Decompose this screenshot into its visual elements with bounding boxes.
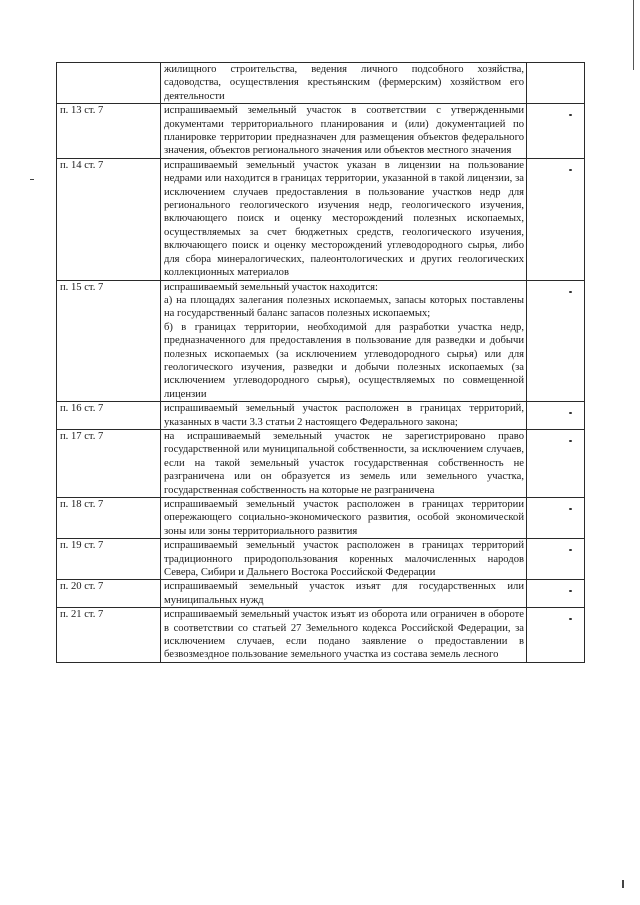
mark-cell	[527, 158, 585, 280]
pen-tick-mark	[569, 618, 572, 620]
table-row	[57, 608, 585, 663]
clause-paragraph: испрашиваемый земельный участок расположен в границах территорий, указанных в части 3.3 статьи 2 настоящего Федерального закона;	[164, 403, 524, 428]
clause-paragraph: испрашиваемый земельный участок указан в лицензии на пользование недрами или находится в границах территории, указанной в такой лицензии, за исключением случаев предоставления в пользование участков недр для регионального геологического изучения недр, геологического изучения, включающего поиск и оценку месторождений полезных ископаемых, осуществляемых за счет бюджетных средств, геологического изучения, включающего поиск и оценку месторождений углеводородного сырья, либо для сбора минералогических, палеонтологических и других геологических коллекционных материалов	[164, 159, 524, 279]
pen-tick-mark	[569, 508, 572, 510]
clause-paragraph: а) на площадях залегания полезных ископаемых, запасы которых поставлены на государственный баланс запасов полезных ископаемых;	[164, 294, 524, 320]
mark-cell	[527, 580, 585, 608]
table-row	[57, 539, 585, 580]
mark-cell	[527, 280, 585, 402]
clause-text	[161, 158, 527, 280]
table-row	[57, 402, 585, 430]
clause-text	[161, 402, 527, 430]
mark-cell	[527, 539, 585, 580]
mark-cell	[527, 63, 585, 104]
pen-tick-mark	[569, 412, 572, 414]
mark-cell	[527, 402, 585, 430]
pen-tick-mark	[569, 169, 572, 171]
table-row	[57, 580, 585, 608]
table-row	[57, 429, 585, 497]
clause-paragraph: испрашиваемый земельный участок находится:	[164, 281, 378, 293]
clause-paragraph: б) в границах территории, необходимой для разработки участка недр, предназначенного для предоставления в пользование для разведки и добычи полезных ископаемых (за исключением углеводородного сырья) или для геологического изучения, разведки и добычи полезных ископаемых (за исключением углеводородного сырья), осуществляемых по совмещенной лицензии	[164, 321, 524, 400]
clause-reference: п. 19 ст. 7	[57, 539, 161, 580]
mark-cell	[527, 608, 585, 663]
clause-paragraph: на испрашиваемый земельный участок не зарегистрировано право государственной или муниципальной собственности, за исключением случаев, если на такой земельный участок государственная собственность не разграничена или он образуется из земель или земельного участка, государственная собственность на которые не разграничена	[164, 430, 524, 496]
mark-cell	[527, 498, 585, 539]
clause-paragraph: испрашиваемый земельный участок расположен в границах территории опережающего социально-экономического развития, особой экономической зоны или зоны территориального развития	[164, 499, 524, 537]
mark-cell	[527, 429, 585, 497]
pen-tick-mark	[569, 114, 572, 116]
clause-reference: п. 13 ст. 7	[57, 104, 161, 159]
clause-reference: п. 14 ст. 7	[57, 158, 161, 280]
clause-reference	[57, 63, 161, 104]
table-row	[57, 280, 585, 402]
scan-speck	[30, 179, 34, 180]
clause-paragraph: испрашиваемый земельный участок изъят из оборота или ограничен в обороте в соответствии со статьей 27 Земельного кодекса Российской Федерации, за исключением случаев, если подано заявление о предоставлении в безвозмездное пользование земельного участка из состава земель лесного	[164, 609, 524, 661]
clause-text	[161, 539, 527, 580]
clause-reference: п. 17 ст. 7	[57, 429, 161, 497]
grounds-table	[56, 62, 585, 663]
clause-paragraph: испрашиваемый земельный участок изъят для государственных или муниципальных нужд	[164, 581, 524, 606]
table-row	[57, 104, 585, 159]
table-row	[57, 158, 585, 280]
clause-paragraph: испрашиваемый земельный участок расположен в границах территорий традиционного природопользования коренных малочисленных народов Севера, Сибири и Дальнего Востока Российской Федерации	[164, 540, 524, 579]
clause-paragraph: жилищного строительства, ведения личного подсобного хозяйства, садоводства, осуществления крестьянским (фермерским) хозяйством его деятельности	[164, 64, 524, 102]
table-row	[57, 498, 585, 539]
clause-paragraph: испрашиваемый земельный участок в соответствии с утвержденными документами территориального планирования и (или) документацией по планировке территории предназначен для размещения объектов федерального значения, объектов регионального значения или объектов местного значения	[164, 105, 524, 157]
mark-cell	[527, 104, 585, 159]
clause-text	[161, 63, 527, 104]
clause-text	[161, 608, 527, 663]
clause-reference: п. 20 ст. 7	[57, 580, 161, 608]
clause-text	[161, 498, 527, 539]
clause-text	[161, 104, 527, 159]
pen-tick-mark	[569, 590, 572, 592]
clause-text	[161, 280, 527, 402]
clause-text	[161, 429, 527, 497]
scan-speck	[622, 880, 624, 888]
pen-tick-mark	[569, 291, 572, 293]
page-edge-line	[633, 0, 634, 70]
pen-tick-mark	[569, 440, 572, 442]
clause-reference: п. 15 ст. 7	[57, 280, 161, 402]
clause-reference: п. 16 ст. 7	[57, 402, 161, 430]
clause-text	[161, 580, 527, 608]
pen-tick-mark	[569, 549, 572, 551]
clause-reference: п. 21 ст. 7	[57, 608, 161, 663]
clause-reference: п. 18 ст. 7	[57, 498, 161, 539]
table-row	[57, 63, 585, 104]
